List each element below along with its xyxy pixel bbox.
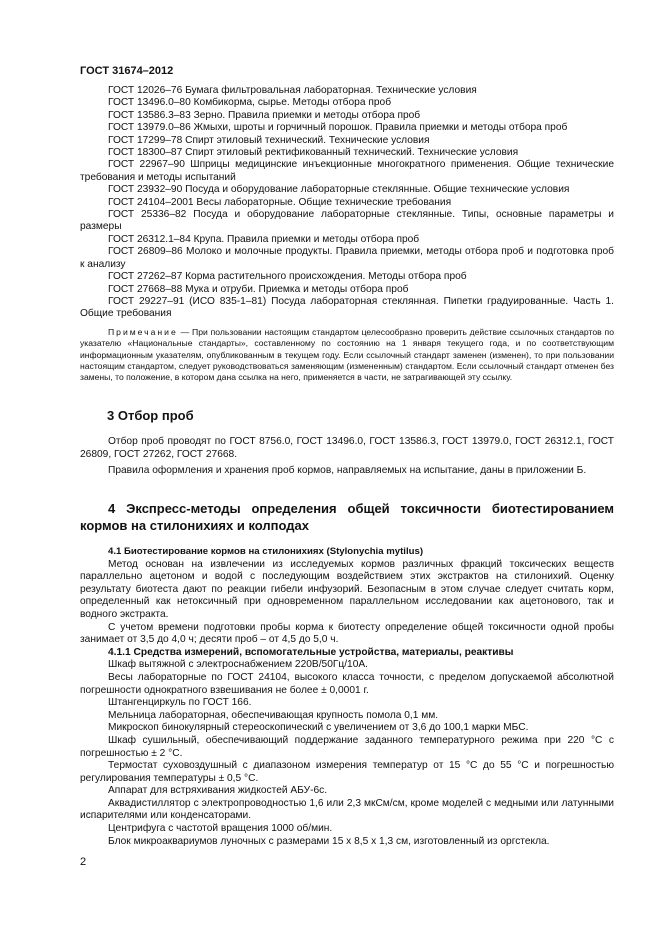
reference-item: ГОСТ 22967–90 Шприцы медицинские инъекционные многократного применения. Общие технические требования и методы испытаний	[80, 159, 614, 183]
equipment-item: Аппарат для встряхивания жидкостей АБУ-6с.	[108, 785, 328, 797]
section-4-body	[80, 546, 614, 848]
references-note	[80, 327, 614, 383]
equipment-item: Блок микроаквариумов луночных с размерами 15 х 8,5 х 1,3 см, изготовленный из оргстекла.	[108, 835, 550, 847]
section-4-title: 4 Экспресс-методы определения общей токсичности биотестированием кормов на стилонихиях и колподах	[80, 501, 614, 533]
reference-item: ГОСТ 26809–86 Молоко и молочные продукты. Правила приемки, методы отбора проб и подготовка проб к анализу	[80, 246, 614, 270]
note-text: — При пользовании настоящим стандартом целесообразно проверить действие ссылочных стандартов по указателю «Национальные стандарты», составленному по состоянию на 1 января текущего года, и по соответствующим информационным указателям, опубликованным в текущем году. Если ссылочный стандарт заменен (изменен), то при пользовании настоящим стандартом, следует руководствоваться заменяющим (измененным) стандартом. Если ссылочный стандарт отменен без замены, то положение, в котором дана ссылка на него, применяется в части, не затрагивающей эту ссылку.	[80, 327, 614, 383]
reference-item: ГОСТ 13496.0–80 Комбикорма, сырье. Методы отбора проб	[108, 97, 392, 109]
paragraph: Правила оформления и хранения проб кормов, направляемых на испытание, даны в приложении Б.	[108, 464, 587, 476]
normative-references-list	[80, 85, 614, 321]
reference-item: ГОСТ 13979.0–86 Жмыхи, шроты и горчичный порошок. Правила приемки и методы отбора проб	[108, 122, 568, 134]
paragraph: С учетом времени подготовки пробы корма к биотесту определение общей токсичности одной пробы занимает от 3,5 до 4,0 ч; десяти проб – от 4,5 до 5,0 ч.	[80, 621, 614, 646]
page-number: 2	[80, 856, 87, 868]
reference-item: ГОСТ 23932–90 Посуда и оборудование лабораторные стеклянные. Общие технические условия	[108, 184, 570, 196]
equipment-item: Шкаф сушильный, обеспечивающий поддержание заданного температурного режима при 220 °С с погрешностью ± 2 °С.	[80, 734, 614, 759]
reference-item: ГОСТ 26312.1–84 Крупа. Правила приемки и методы отбора проб	[108, 233, 420, 245]
equipment-item: Шкаф вытяжной с электроснабжением 220В/50Гц/10А.	[108, 659, 369, 671]
note-paragraph	[80, 327, 614, 383]
subsection-4-1-title: 4.1 Биотестирование кормов на стилонихиях (Stylonychia mytilus)	[108, 546, 424, 557]
section-3-title: 3 Отбор проб	[107, 408, 194, 423]
subsection-4-1-1-title: 4.1.1 Средства измерений, вспомогательные устройства, материалы, реактивы	[108, 646, 514, 658]
reference-item: ГОСТ 17299–78 Спирт этиловый технический. Технические условия	[108, 134, 430, 146]
equipment-item: Термостат суховоздушный с диапазоном измерения температур от 15 °С до 55 °С и погрешностью регулирования температуры ± 0,5 °С.	[80, 760, 614, 784]
page-header-standard: ГОСТ 31674–2012	[80, 65, 174, 77]
equipment-item: Аквадистиллятор с электропроводностью 1,6 или 2,3 мкСм/см, кроме моделей с медными или латунными испарителями или конденсаторами.	[80, 797, 614, 822]
equipment-item: Весы лабораторные по ГОСТ 24104, высокого класса точности, с пределом допускаемой абсолютной погрешности однократного взвешивания не более ± 0,0001 г.	[80, 671, 614, 696]
note-label: Примечание	[108, 327, 178, 337]
paragraph: Отбор проб проводят по ГОСТ 8756.0, ГОСТ 13496.0, ГОСТ 13586.3, ГОСТ 13979.0, ГОСТ 26312.1, ГОСТ 26809, ГОСТ 27262, ГОСТ 27668.	[80, 436, 614, 460]
equipment-item: Микроскоп бинокулярный стереоскопический с увеличением от 3,6 до 100,1 марки МБС.	[108, 722, 529, 734]
equipment-item: Центрифуга с частотой вращения 1000 об/мин.	[108, 823, 333, 835]
paragraph: Метод основан на извлечении из исследуемых кормов различных фракций токсических веществ параллельно ацетоном и водой с последующим воздействием этих экстрактов на стилонихий. Оценку результату биотеста дают по реакции гибели инфузорий. Безопасным в этом случае следует считать корм, определенный как нетоксичный при одновременном параллельном исследовании как ацетонового, так и водного экстракта.	[80, 558, 614, 620]
reference-item: ГОСТ 29227–91 (ИСО 835-1–81) Посуда лабораторная стеклянная. Пипетки градуированные. Часть 1. Общие требования	[80, 295, 614, 320]
reference-item: ГОСТ 27668–88 Мука и отруби. Приемка и методы отбора проб	[108, 283, 409, 295]
reference-item: ГОСТ 12026–76 Бумага фильтровальная лабораторная. Технические условия	[108, 85, 477, 96]
reference-item: ГОСТ 13586.3–83 Зерно. Правила приемки и методы отбора проб	[108, 109, 421, 121]
reference-item: ГОСТ 24104–2001 Весы лабораторные. Общие технические требования	[108, 196, 452, 208]
reference-item: ГОСТ 25336–82 Посуда и оборудование лабораторные стеклянные. Типы, основные параметры и размеры	[80, 209, 614, 233]
section-3-body	[80, 436, 614, 481]
reference-item: ГОСТ 18300–87 Спирт этиловый ректификованный технический. Технические условия	[108, 147, 519, 159]
equipment-item: Штангенциркуль по ГОСТ 166.	[108, 697, 252, 709]
reference-item: ГОСТ 27262–87 Корма растительного происхождения. Методы отбора проб	[108, 271, 467, 283]
equipment-item: Мельница лабораторная, обеспечивающая крупность помола 0,1 мм.	[108, 709, 439, 721]
